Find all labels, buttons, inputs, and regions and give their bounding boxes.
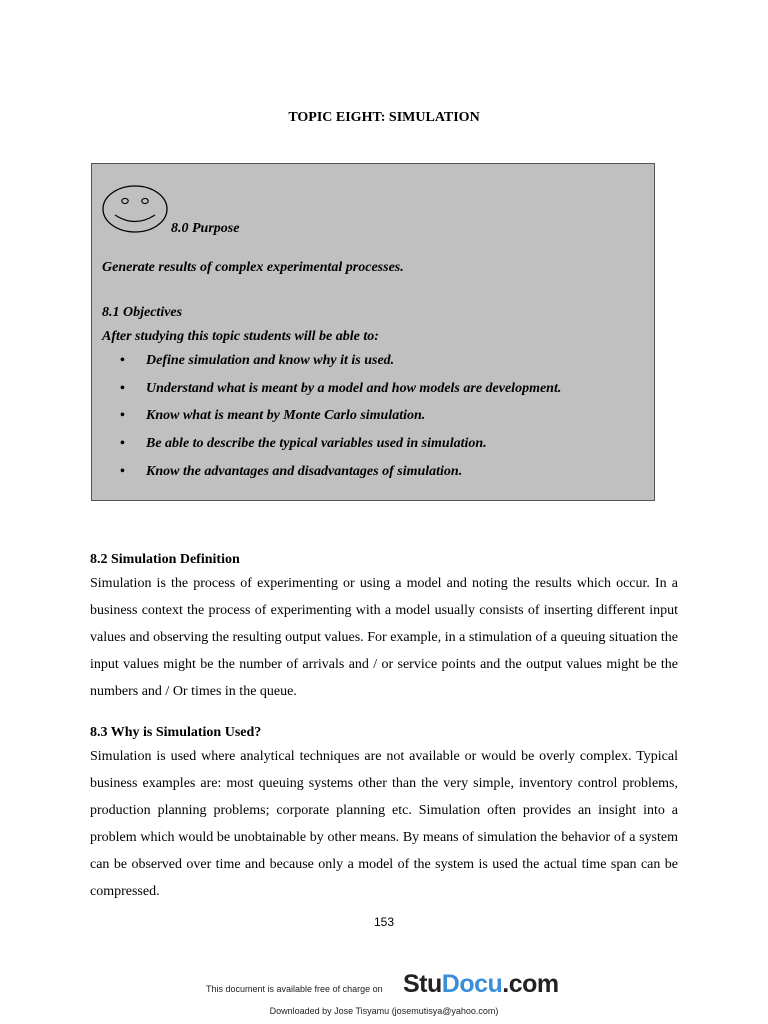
bullet-icon: • bbox=[120, 436, 125, 452]
list-item bbox=[114, 352, 561, 380]
bullet-icon: • bbox=[120, 353, 125, 368]
objectives-list bbox=[114, 352, 561, 490]
objective-text: Understand what is meant by a model and how models are development. bbox=[146, 380, 562, 396]
bullet-icon: • bbox=[120, 380, 125, 396]
footer-notice bbox=[0, 970, 768, 1010]
brand-part-docu: Docu bbox=[441, 970, 503, 998]
list-item bbox=[114, 407, 561, 435]
section-body-why-used: Simulation is used where analytical techniques are not available or would be overly complex. Typical business examples are: most queuing systems other than the very simple, inventory control problems, production planning problems; corporate planning etc. Simulation often provides an insight into a problem which would be unobtainable by other means. By means of simulation the behavior of a system can be observed over time and because only a model of the system is used the actual time span can be compressed. bbox=[90, 749, 678, 899]
brand-part-com: .com bbox=[502, 970, 559, 998]
bullet-icon: • bbox=[120, 463, 125, 479]
smiley-face-icon bbox=[101, 184, 169, 234]
objective-text: Be able to describe the typical variables used in simulation. bbox=[146, 436, 487, 452]
list-item bbox=[114, 463, 561, 491]
page-number: 153 bbox=[373, 915, 395, 929]
purpose-heading: 8.0 Purpose bbox=[171, 221, 240, 236]
section-heading-why-used: 8.3 Why is Simulation Used? bbox=[90, 725, 262, 740]
bullet-icon: • bbox=[120, 408, 125, 424]
section-body-definition: Simulation is the process of experimenting or using a model and noting the results which occur. In a business context the process of experimenting with a model usually consists of inserting different input values and observing the resulting output values. For example, in a stimulation of a queuing situation the input values might be the number of arrivals and / or service points and the output values might be the numbers and / Or times in the queue. bbox=[90, 576, 678, 699]
objective-text: Know what is meant by Monte Carlo simulation. bbox=[146, 408, 426, 424]
purpose-box bbox=[91, 163, 655, 501]
brand-part-stu: Stu bbox=[403, 970, 442, 998]
section-heading-definition: 8.2 Simulation Definition bbox=[90, 552, 240, 567]
availability-text: This document is available free of charge on bbox=[206, 984, 383, 994]
objectives-intro: After studying this topic students will be able to: bbox=[102, 329, 379, 344]
purpose-text: Generate results of complex experimental processes. bbox=[102, 260, 404, 275]
downloaded-by-text: Downloaded by Jose Tisyamu (josemutisya@yahoo.com) bbox=[269, 1006, 499, 1016]
objective-text: Define simulation and know why it is used. bbox=[146, 353, 395, 368]
studocu-logo-link[interactable] bbox=[403, 970, 559, 999]
list-item bbox=[114, 435, 561, 463]
list-item bbox=[114, 380, 561, 408]
objectives-heading: 8.1 Objectives bbox=[102, 305, 183, 320]
objective-text: Know the advantages and disadvantages of simulation. bbox=[146, 463, 463, 479]
page-title: TOPIC EIGHT: SIMULATION bbox=[288, 110, 480, 125]
